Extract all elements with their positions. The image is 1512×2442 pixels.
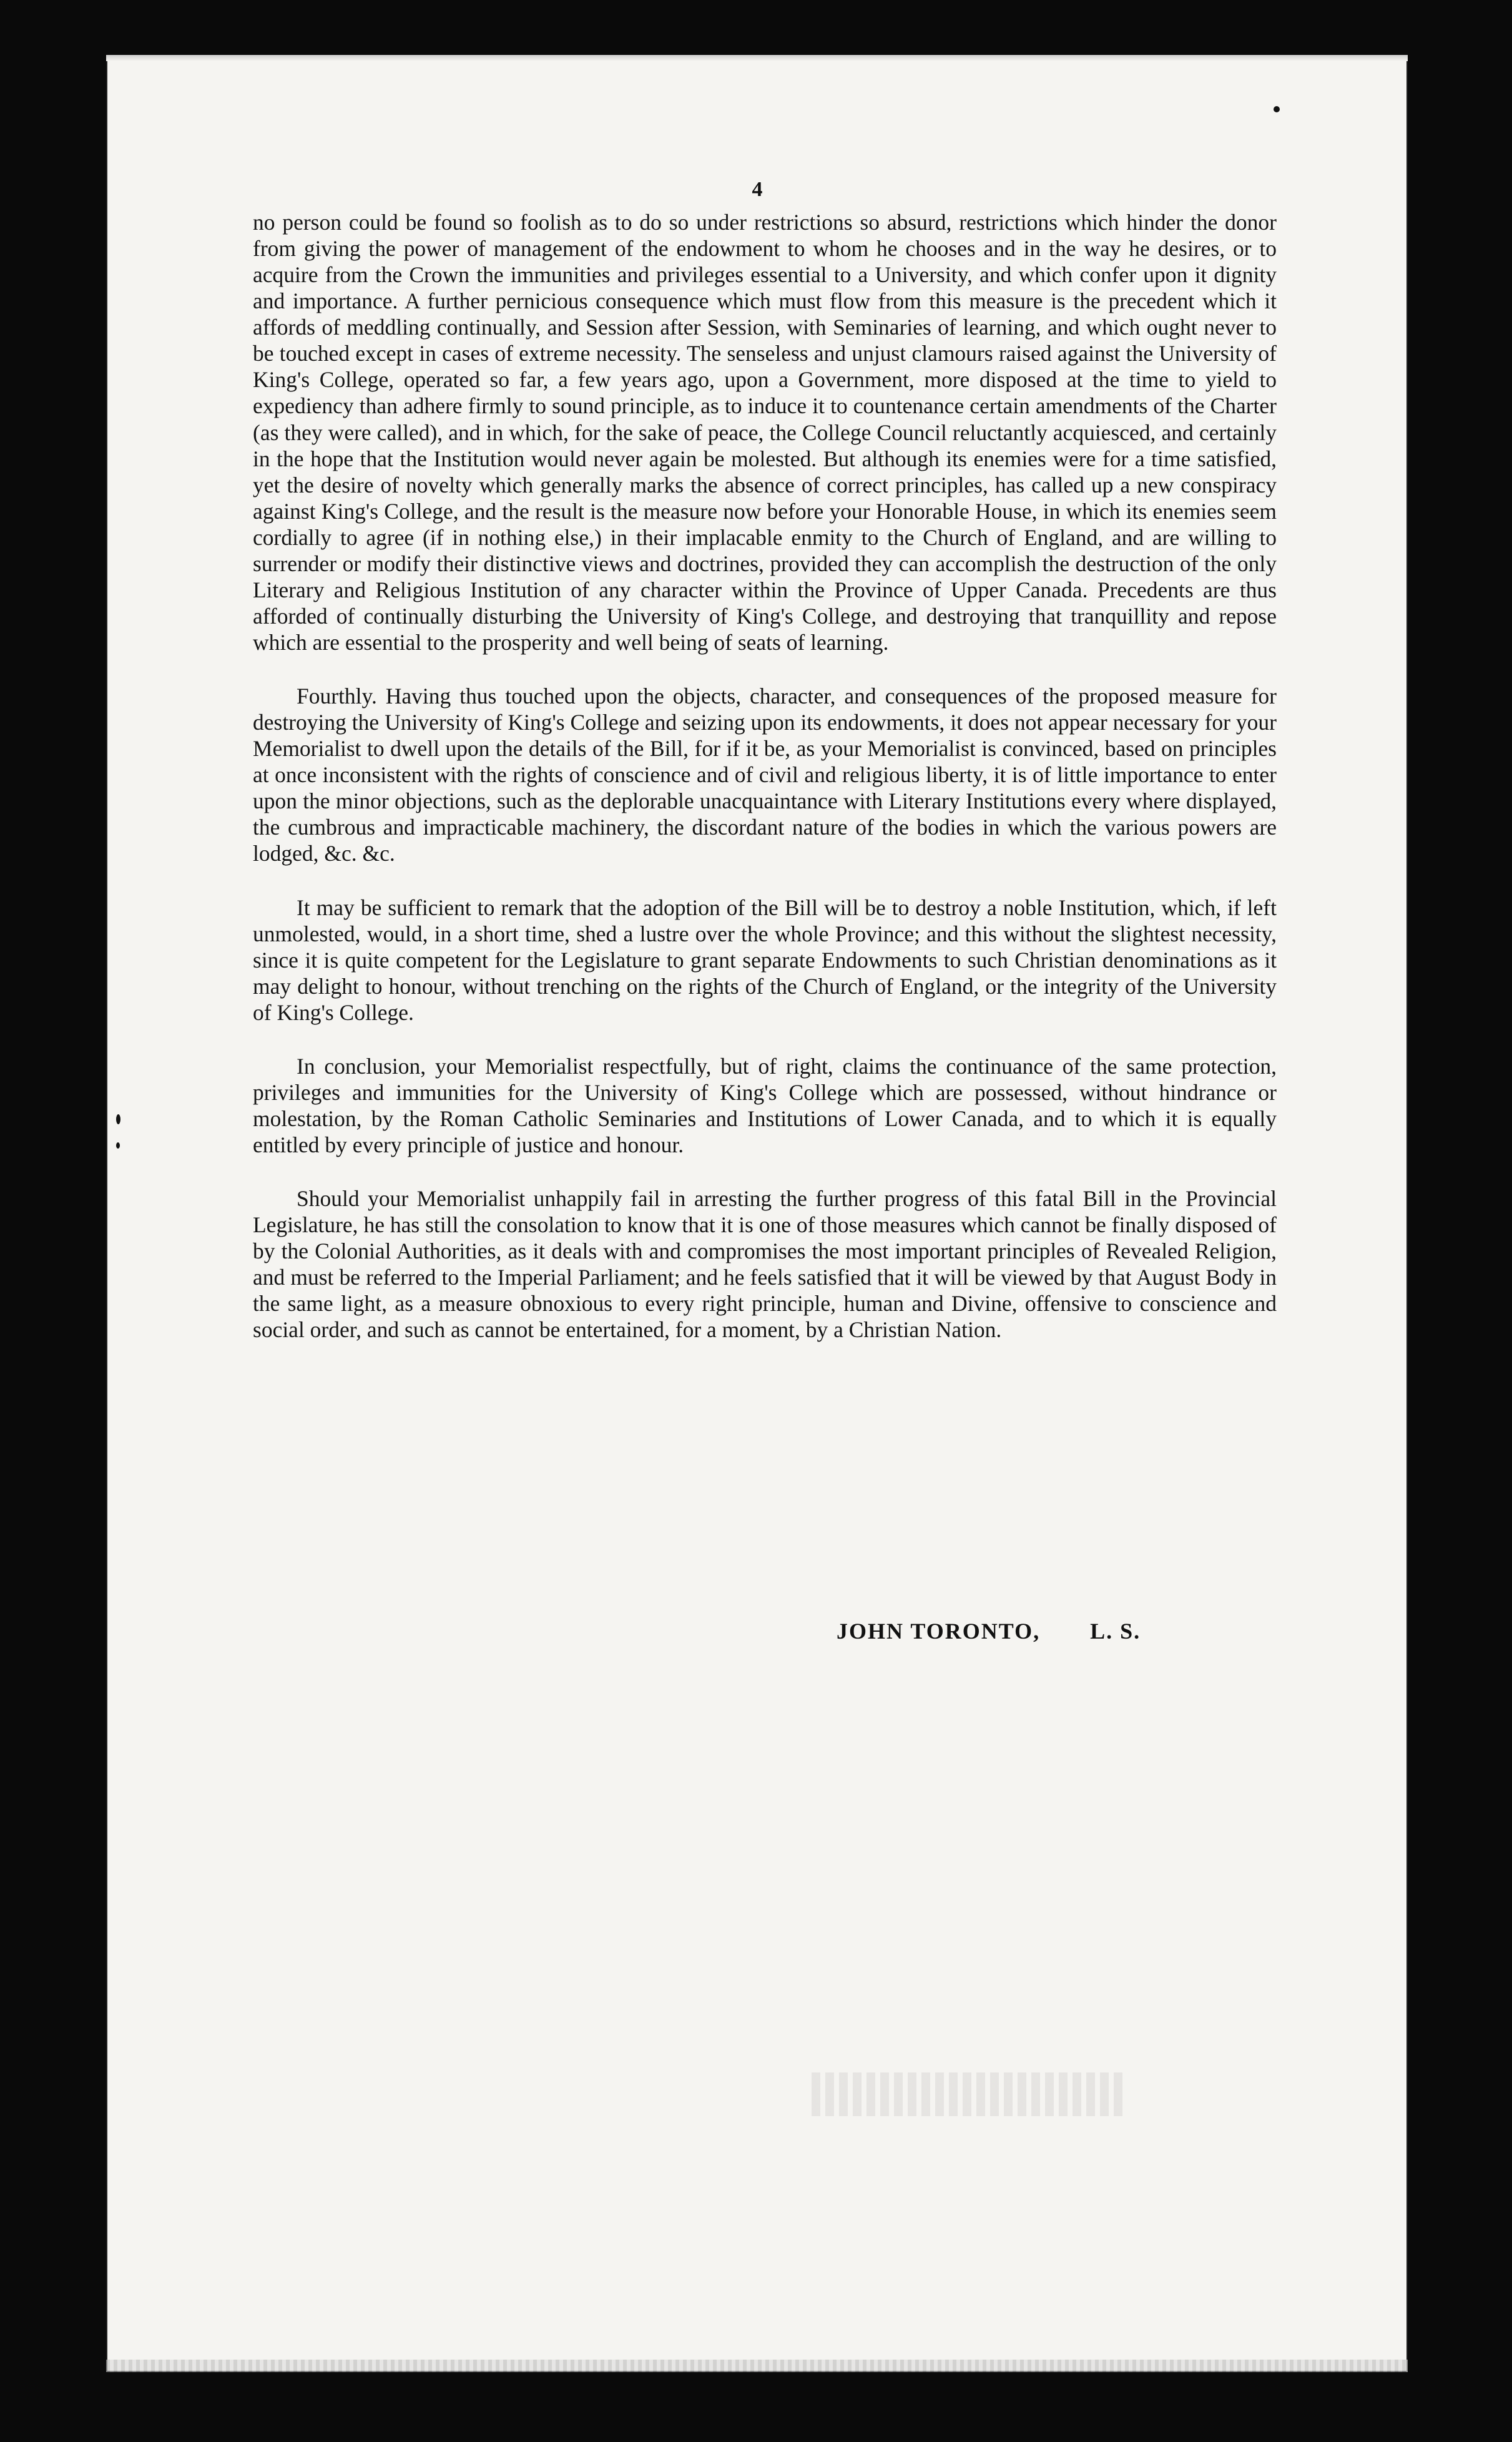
page-number: 4	[752, 178, 763, 201]
page-bottom-edge	[106, 2360, 1408, 2372]
ink-speck	[116, 1114, 120, 1124]
paragraph-fourthly: Fourthly. Having thus touched upon the objects, character, and consequences of the proposed measure for destroying the University of King's College and seizing upon its endowments, it does not appear necessary for your Memorialist to dwell upon the details of the Bill, for if it be, as your Memorialist is convinced, based on principles at once inconsistent with the rights of conscience and of civil and religious liberty, it is of little importance to enter upon the minor objections, such as the deplorable unacquaintance with Literary Institutions every where displayed, the cumbrous and impracticable machinery, the discordant nature of the bodies in which the various powers are lodged, &c. &c.	[253, 684, 1277, 866]
signature-block	[837, 1618, 1274, 1644]
memorial-text	[253, 209, 1277, 1370]
signatory-name: JOHN TORONTO,	[837, 1619, 1041, 1644]
paragraph-final: Should your Memorialist unhappily fail in arresting the further progress of this fatal Bill in the Provincial Legislature, he has still the consolation to know that it is one of those measures which cannot be finally disposed of by the Colonial Authorities, as it deals with and compromises the most important principles of Revealed Religion, and must be referred to the Imperial Parliament; and he feels satisfied that it will be viewed by that August Body in the same light, as a measure obnoxious to every right principle, human and Divine, offensive to conscience and social order, and such as cannot be entertained, for a moment, by a Christian Nation.	[253, 1186, 1277, 1343]
ink-speck	[116, 1142, 120, 1149]
ink-speck	[1274, 106, 1280, 112]
bleed-through-text	[812, 2072, 1124, 2116]
paragraph-remark: It may be sufficient to remark that the adoption of the Bill will be to destroy a noble Institution, which, if left unmolested, would, in a short time, shed a lustre over the whole Province; and this without the slightest necessity, since it is quite competent for the Legislature to grant separate Endowments to such Christian denominations as it may delight to honour, without trenching on the rights of the Church of England, or the integrity of the University of King's College.	[253, 895, 1277, 1025]
page-top-edge	[106, 55, 1408, 61]
paragraph-continuation: no person could be found so foolish as to do so under restrictions so absurd, restrictions which hinder the donor from giving the power of management of the endowment to whom he chooses and in the way he desires, or to acquire from the Crown the immunities and privileges essential to a University, and which confer upon it dignity and importance. A further pernicious consequence which must flow from this measure is the precedent which it affords of meddling continually, and Session after Session, with Seminaries of learning, and which ought never to be touched except in cases of extreme necessity. The senseless and unjust clamours raised against the University of King's College, operated so far, a few years ago, upon a Government, more disposed at the time to yield to expediency than adhere firmly to sound principle, as to induce it to countenance certain amendments of the Charter (as they were called), and in which, for the sake of peace, the College Council reluctantly acquiesced, and certainly in the hope that the Institution would never again be molested. But although its enemies were for a time satisfied, yet the desire of novelty which generally marks the absence of correct principles, has called up a new conspiracy against King's College, and the result is the measure now before your Honorable House, in which its enemies seem cordially to agree (if in nothing else,) in their implacable enmity to the Church of England, and are willing to surrender or modify their distinctive views and doctrines, provided they can accomplish the destruction of the only Literary and Religious Institution of any character within the Province of Upper Canada. Precedents are thus afforded of continually disturbing the University of King's College, and destroying that tranquillity and repose which are essential to the prosperity and well being of seats of learning.	[253, 210, 1277, 655]
seal-mark: L. S.	[1090, 1619, 1141, 1644]
paragraph-conclusion: In conclusion, your Memorialist respectfully, but of right, claims the continuance of the same protection, privileges and immunities for the University of King's College which are possessed, without hindrance or molestation, by the Roman Catholic Seminaries and Institutions of Lower Canada, and to which it is equally entitled by every principle of justice and honour.	[253, 1053, 1277, 1157]
